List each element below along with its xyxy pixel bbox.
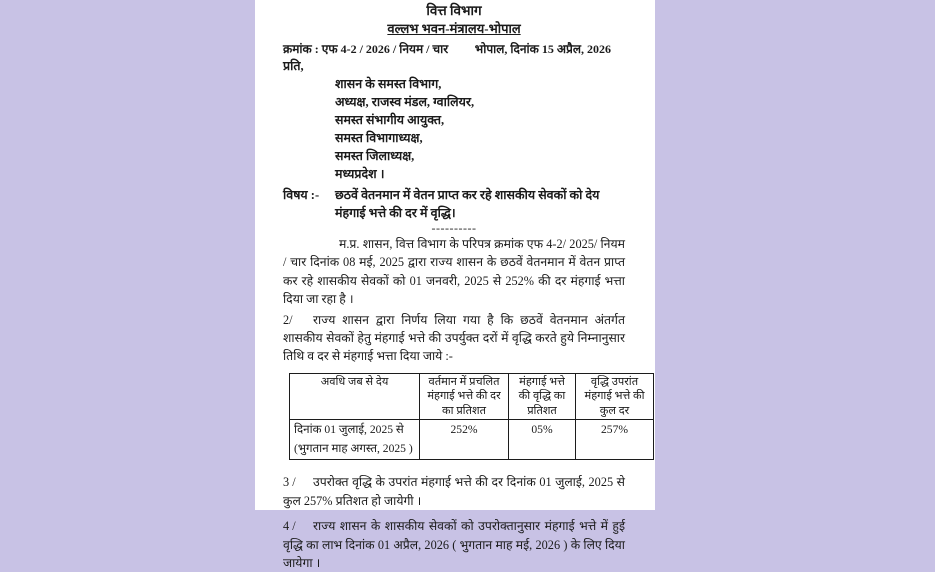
document-page — [255, 0, 655, 570]
paragraph-3-text: उपरोक्त वृद्धि के उपरांत मंहगाई भत्ते की दर दिनांक 01 जुलाई, 2025 से कुल 257% प्रतिशत हो जायेगी । — [283, 475, 625, 508]
separator-dashes: ---------- — [431, 221, 477, 235]
paragraph-4-text: राज्य शासन के शासकीय सेवकों को उपरोक्तानुसार मंहगाई भत्ते में हुई वृद्धि का लाभ दिनांक 01 अप्रैल, 2026 ( भुगतान माह मई, 2026 ) के लिए दिया जायेगा । — [283, 519, 625, 570]
recipient-item: मध्यप्रदेश । — [335, 167, 385, 181]
office-address-line — [283, 20, 625, 37]
table-header-row — [290, 373, 654, 420]
table-header-increase: मंहगाई भत्ते की वृद्धि का प्रतिशत — [509, 373, 576, 420]
paragraph-4 — [283, 517, 625, 572]
recipient-item: समस्त संभागीय आयुक्त, — [335, 113, 445, 127]
reference-number: क्रमांक : एफ 4-2 / 2026 / नियम / चार — [283, 42, 449, 56]
recipient-item: अध्यक्ष, राजस्व मंडल, ग्वालियर, — [335, 95, 475, 109]
da-rate-table — [289, 373, 654, 461]
subject-text: छठवें वेतनमान में वेतन प्राप्त कर रहे शासकीय सेवकों को देय मंहगाई भत्ते की दर में वृद्धि। — [335, 188, 600, 220]
table-data-row — [290, 420, 654, 460]
table-header-current-rate: वर्तमान में प्रचलित मंहगाई भत्ते की दर का प्रतिशत — [420, 373, 509, 420]
table-cell-increase: 05% — [509, 420, 576, 460]
reference-row — [283, 41, 625, 57]
table-header-period: अवधि जब से देय — [290, 373, 420, 420]
place-date: भोपाल, दिनांक 15 अप्रैल, 2026 — [474, 42, 611, 56]
recipient-item: शासन के समस्त विभाग, — [335, 77, 442, 91]
table-cell-current-rate: 252% — [420, 420, 509, 460]
period-line-1: दिनांक 01 जुलाई, 2025 से — [294, 423, 404, 437]
table-cell-total-rate: 257% — [576, 420, 654, 460]
paragraph-1: म.प्र. शासन, वित्त विभाग के परिपत्र क्रमांक एफ 4-2/ 2025/ नियम / चार दिनांक 08 मई, 2025 द्वारा राज्य शासन के छठवें वेतनमान में वेतन प्राप्त कर रहे शासकीय सेवकों को 01 जनवरी, 2025 से 252% की दर मंहगाई भत्ता दिया जा रहा है । — [283, 237, 625, 307]
paragraph-3 — [283, 473, 625, 510]
paragraph-2 — [283, 311, 625, 366]
paragraph-2-number: 2/ — [283, 312, 293, 327]
paragraph-3-number: 3 / — [283, 475, 296, 490]
recipient-item: समस्त जिलाध्यक्ष, — [335, 149, 415, 163]
table-cell-period — [290, 420, 420, 460]
paragraph-2-text: राज्य शासन द्वारा निर्णय लिया गया है कि छठवें वेतनमान अंतर्गत शासकीय सेवकों हेतु मंहगाई भत्ते की उपर्युक्त दरों में वृद्धि करते हुये निम्नानुसार तिथि व दर से मंहगाई भत्ता दिया जाये :- — [283, 312, 625, 364]
to-label: प्रति, — [283, 59, 304, 73]
recipient-item: समस्त विभागाध्यक्ष, — [335, 131, 423, 145]
subject-label: विषय :- — [283, 188, 320, 202]
table-header-total-rate: वृद्धि उपरांत मंहगाई भत्ते की कुल दर — [576, 373, 654, 420]
office-address-text: वल्लभ भवन-मंत्रालय-भोपाल — [387, 21, 521, 36]
department-title: वित्त विभाग — [426, 3, 482, 18]
subject-block — [283, 187, 625, 222]
paragraph-4-number: 4 / — [283, 519, 296, 534]
recipients-list — [335, 75, 625, 183]
period-line-2: (भुगतान माह अगस्त, 2025 ) — [294, 441, 413, 455]
